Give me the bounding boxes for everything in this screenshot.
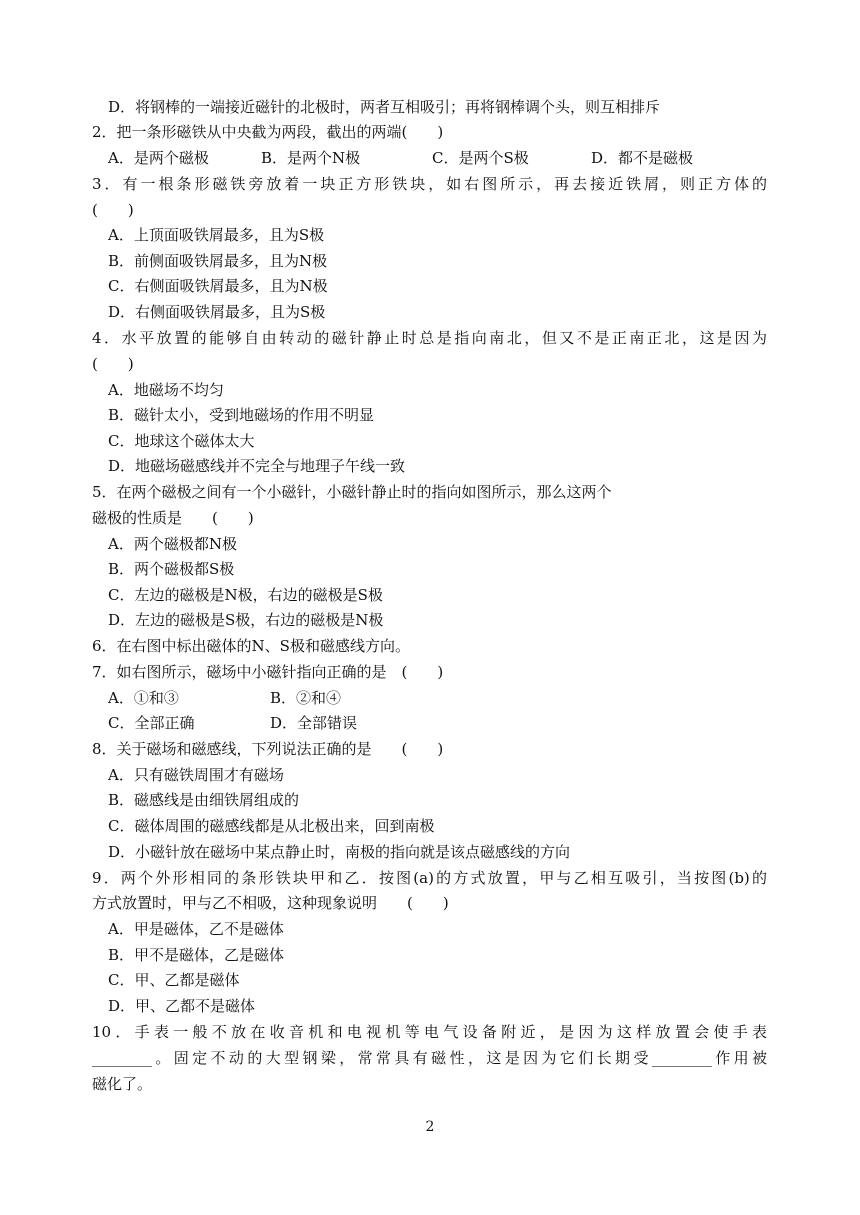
q10-stem-blanks: ________。固定不动的大型钢梁，常常具有磁性，这是因为它们长期受________作用被 — [92, 1049, 767, 1067]
q4-option-c: C．地球这个磁体太大 — [108, 432, 255, 450]
q7-option-b: B．②和④ — [270, 689, 342, 707]
q2-option-d: D．都不是磁极 — [591, 149, 694, 167]
q7-stem: 7．如右图所示，磁场中小磁针指向正确的是 ( ) — [92, 663, 444, 681]
q2-option-b: B．是两个N极 — [261, 149, 361, 167]
q5-stem-cont: 磁极的性质是 ( ) — [92, 509, 254, 527]
q1-option-d: D．将钢棒的一端接近磁针的北极时，两者互相吸引；再将钢棒调个头，则互相排斥 — [108, 98, 661, 116]
q7-option-c: C．全部正确 — [108, 714, 195, 732]
q3-stem: 3．有一根条形磁铁旁放着一块正方形铁块，如右图所示，再去接近铁屑，则正方体的 — [92, 175, 767, 193]
q5-option-c: C．左边的磁极是N极，右边的磁极是S极 — [108, 586, 383, 604]
q8-option-d: D．小磁针放在磁场中某点静止时，南极的指向就是该点磁感线的方向 — [108, 843, 571, 861]
q9-option-b: B．甲不是磁体，乙是磁体 — [108, 946, 285, 964]
q4-stem-paren: ( ) — [92, 355, 134, 373]
q4-option-a: A．地磁场不均匀 — [108, 381, 224, 399]
q2-option-c: C．是两个S极 — [432, 149, 529, 167]
q9-stem: 9．两个外形相同的条形铁块甲和乙．按图(a)的方式放置，甲与乙相互吸引，当按图(b)的 — [92, 869, 767, 887]
q3-option-b: B．前侧面吸铁屑最多，且为N极 — [108, 252, 328, 270]
q5-option-d: D．左边的磁极是S极，右边的磁极是N极 — [108, 611, 384, 629]
q9-option-c: C．甲、乙都是磁体 — [108, 971, 240, 989]
q2-stem: 2．把一条形磁铁从中央截为两段，截出的两端( ) — [92, 123, 444, 141]
q7-option-a: A．①和③ — [108, 689, 179, 707]
q9-option-a: A．甲是磁体，乙不是磁体 — [108, 920, 284, 938]
q2-option-a: A．是两个磁极 — [108, 149, 209, 167]
q10-stem: 10．手表一般不放在收音机和电视机等电气设备附近，是因为这样放置会使手表 — [92, 1023, 767, 1041]
q8-option-b: B．磁感线是由细铁屑组成的 — [108, 791, 300, 809]
q4-option-b: B．磁针太小，受到地磁场的作用不明显 — [108, 406, 375, 424]
q3-option-a: A．上顶面吸铁屑最多，且为S极 — [108, 226, 325, 244]
q3-option-d: D．右侧面吸铁屑最多，且为S极 — [108, 303, 326, 321]
q4-option-d: D．地磁场磁感线并不完全与地理子午线一致 — [108, 457, 406, 475]
q8-option-a: A．只有磁铁周围才有磁场 — [108, 766, 284, 784]
page-number: 2 — [425, 1119, 435, 1135]
q6-stem: 6．在右图中标出磁体的N、S极和磁感线方向。 — [92, 637, 410, 655]
q4-stem: 4．水平放置的能够自由转动的磁针静止时总是指向南北，但又不是正南正北，这是因为 — [92, 329, 767, 347]
q8-option-c: C．磁体周围的磁感线都是从北极出来，回到南极 — [108, 817, 435, 835]
q7-option-d: D．全部错误 — [270, 714, 358, 732]
q5-stem: 5．在两个磁极之间有一个小磁针，小磁针静止时的指向如图所示，那么这两个 — [92, 483, 612, 501]
q9-stem-cont: 方式放置时，甲与乙不相吸，这种现象说明 ( ) — [92, 894, 449, 912]
q3-option-c: C．右侧面吸铁屑最多，且为N极 — [108, 277, 328, 295]
q5-option-b: B．两个磁极都S极 — [108, 560, 235, 578]
q9-option-d: D．甲、乙都不是磁体 — [108, 997, 256, 1015]
q8-stem: 8．关于磁场和磁感线，下列说法正确的是 ( ) — [92, 740, 444, 758]
q5-option-a: A．两个磁极都N极 — [108, 535, 237, 553]
q3-stem-paren: ( ) — [92, 201, 134, 219]
q10-stem-end: 磁化了。 — [92, 1075, 153, 1093]
